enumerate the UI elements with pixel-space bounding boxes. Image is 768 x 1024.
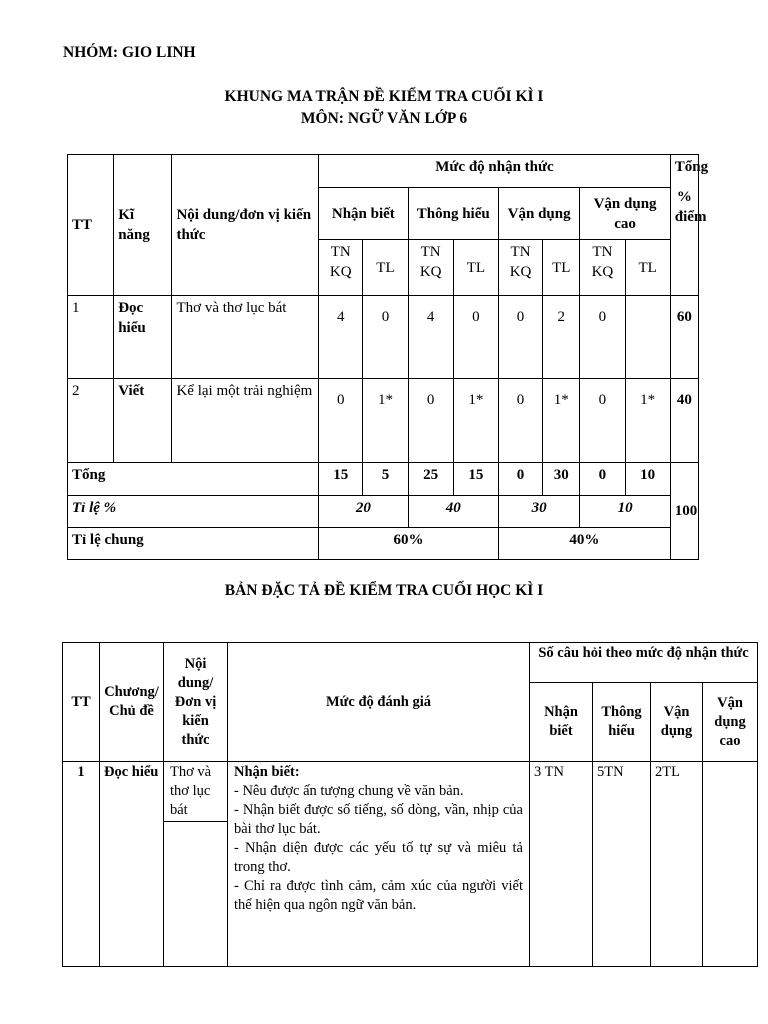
- spec-row-unit-cell: [164, 762, 228, 967]
- sum-cell: 0: [498, 463, 542, 496]
- subject-title: MÔN: NGỮ VĂN LỚP 6: [300, 110, 468, 127]
- row-total: 40: [670, 379, 698, 463]
- overall-total: 100: [670, 463, 698, 560]
- level-apply-high: Vận dụng cao: [580, 188, 670, 240]
- matrix-header-skill: Kĩ năng: [114, 155, 172, 296]
- matrix-title: KHUNG MA TRẬN ĐỀ KIỂM TRA CUỐI KÌ I: [224, 88, 544, 105]
- criteria-item: - Nhận biết được số tiếng, số dòng, vần, nhịp của bài thơ lục bát.: [234, 802, 523, 837]
- level-understand: Thông hiểu: [408, 188, 498, 240]
- matrix-header-percent-label: % điểm: [674, 189, 707, 225]
- spec-title: BẢN ĐẶC TẢ ĐỀ KIỂM TRA CUỐI HỌC KÌ I: [224, 582, 544, 599]
- row-cell: 1*: [363, 379, 408, 463]
- row-content: Kể lại một trải nghiệm: [172, 379, 319, 463]
- table-row: [68, 296, 699, 379]
- row-tt: 2: [68, 379, 114, 463]
- spec-count: 2TL: [651, 762, 703, 967]
- spec-row-criteria: [228, 762, 530, 967]
- sub-header: TN KQ: [408, 240, 453, 296]
- criteria-item: - Nhận diện được các yếu tố tự sự và miêu tả trong thơ.: [234, 840, 523, 875]
- row-cell: 4: [319, 296, 363, 379]
- row-content: Thơ và thơ lục bát: [172, 296, 319, 379]
- spec-header-tt: TT: [63, 643, 100, 762]
- row-cell: 0: [498, 379, 542, 463]
- row-cell: 0: [408, 379, 453, 463]
- sub-header: TL: [453, 240, 498, 296]
- criteria-item: - Chỉ ra được tình cảm, cảm xúc của người viết thể hiện qua ngôn ngữ văn bản.: [234, 878, 523, 913]
- spec-header-count: Số câu hỏi theo mức độ nhận thức: [530, 643, 758, 683]
- sum-cell: 10: [625, 463, 670, 496]
- row-skill: Viết: [114, 379, 172, 463]
- common-row: [68, 528, 699, 560]
- spec-count: 5TN: [593, 762, 651, 967]
- level-apply: Vận dụng: [498, 188, 579, 240]
- ratio-cell: 30: [498, 496, 579, 528]
- matrix-header-total: [670, 155, 709, 296]
- sub-header: TN KQ: [319, 240, 363, 296]
- row-cell: 0: [453, 296, 498, 379]
- spec-row-unit: Thơ và thơ lục bát: [164, 762, 227, 822]
- sum-cell: 30: [543, 463, 580, 496]
- row-cell: [625, 296, 670, 379]
- spec-level-understand: Thông hiểu: [593, 683, 651, 762]
- group-name: NHÓM: GIO LINH: [63, 44, 196, 61]
- row-cell: 2: [543, 296, 580, 379]
- matrix-table: [67, 154, 709, 560]
- spec-header-unit: Nội dung/ Đơn vị kiến thức: [164, 643, 228, 762]
- ratio-label: Tỉ lệ %: [68, 496, 319, 528]
- row-cell: 1*: [543, 379, 580, 463]
- row-cell: 0: [363, 296, 408, 379]
- sub-header: TL: [625, 240, 670, 296]
- row-total: 60: [670, 296, 698, 379]
- ratio-row: [68, 496, 699, 528]
- sum-cell: 5: [363, 463, 408, 496]
- spec-row-tt: 1: [63, 762, 100, 967]
- row-tt: 1: [68, 296, 114, 379]
- spec-count: [703, 762, 758, 967]
- spec-header-chapter: Chương/ Chủ đề: [100, 643, 164, 762]
- spec-row-chapter: Đọc hiểu: [100, 762, 164, 967]
- sum-cell: 15: [453, 463, 498, 496]
- spec-level-recognize: Nhận biết: [530, 683, 593, 762]
- table-row: [63, 762, 758, 967]
- sub-header: TL: [363, 240, 408, 296]
- row-cell: 4: [408, 296, 453, 379]
- row-cell: 0: [319, 379, 363, 463]
- row-cell: 0: [580, 296, 625, 379]
- sum-label: Tổng: [68, 463, 319, 496]
- row-cell: 0: [498, 296, 542, 379]
- matrix-header-content: Nội dung/đơn vị kiến thức: [172, 155, 319, 296]
- common-cell: 60%: [319, 528, 499, 560]
- sum-row: [68, 463, 699, 496]
- row-cell: 1*: [625, 379, 670, 463]
- ratio-cell: 40: [408, 496, 498, 528]
- ratio-cell: 20: [319, 496, 408, 528]
- common-label: Tỉ lệ chung: [68, 528, 319, 560]
- ratio-cell: 10: [580, 496, 670, 528]
- spec-level-apply-high: Vận dụng cao: [703, 683, 758, 762]
- spec-count: 3 TN: [530, 762, 593, 967]
- row-skill: Đọc hiểu: [114, 296, 172, 379]
- sum-cell: 25: [408, 463, 453, 496]
- sum-cell: 15: [319, 463, 363, 496]
- row-cell: 1*: [453, 379, 498, 463]
- sub-header: TN KQ: [580, 240, 625, 296]
- sub-header: TN KQ: [498, 240, 542, 296]
- criteria-item: - Nêu được ấn tượng chung về văn bản.: [234, 783, 464, 799]
- criteria-level-label: Nhận biết:: [234, 764, 300, 780]
- common-cell: 40%: [498, 528, 670, 560]
- matrix-header-level: Mức độ nhận thức: [319, 155, 671, 188]
- level-recognize: Nhận biết: [319, 188, 408, 240]
- matrix-header-tt: TT: [68, 155, 114, 296]
- spec-header-eval: Mức độ đánh giá: [228, 643, 530, 762]
- spec-level-apply: Vận dụng: [651, 683, 703, 762]
- sub-header: TL: [543, 240, 580, 296]
- sum-cell: 0: [580, 463, 625, 496]
- row-cell: 0: [580, 379, 625, 463]
- matrix-header-total-label: Tổng: [674, 159, 709, 175]
- table-row: [68, 379, 699, 463]
- spec-table: [62, 642, 758, 967]
